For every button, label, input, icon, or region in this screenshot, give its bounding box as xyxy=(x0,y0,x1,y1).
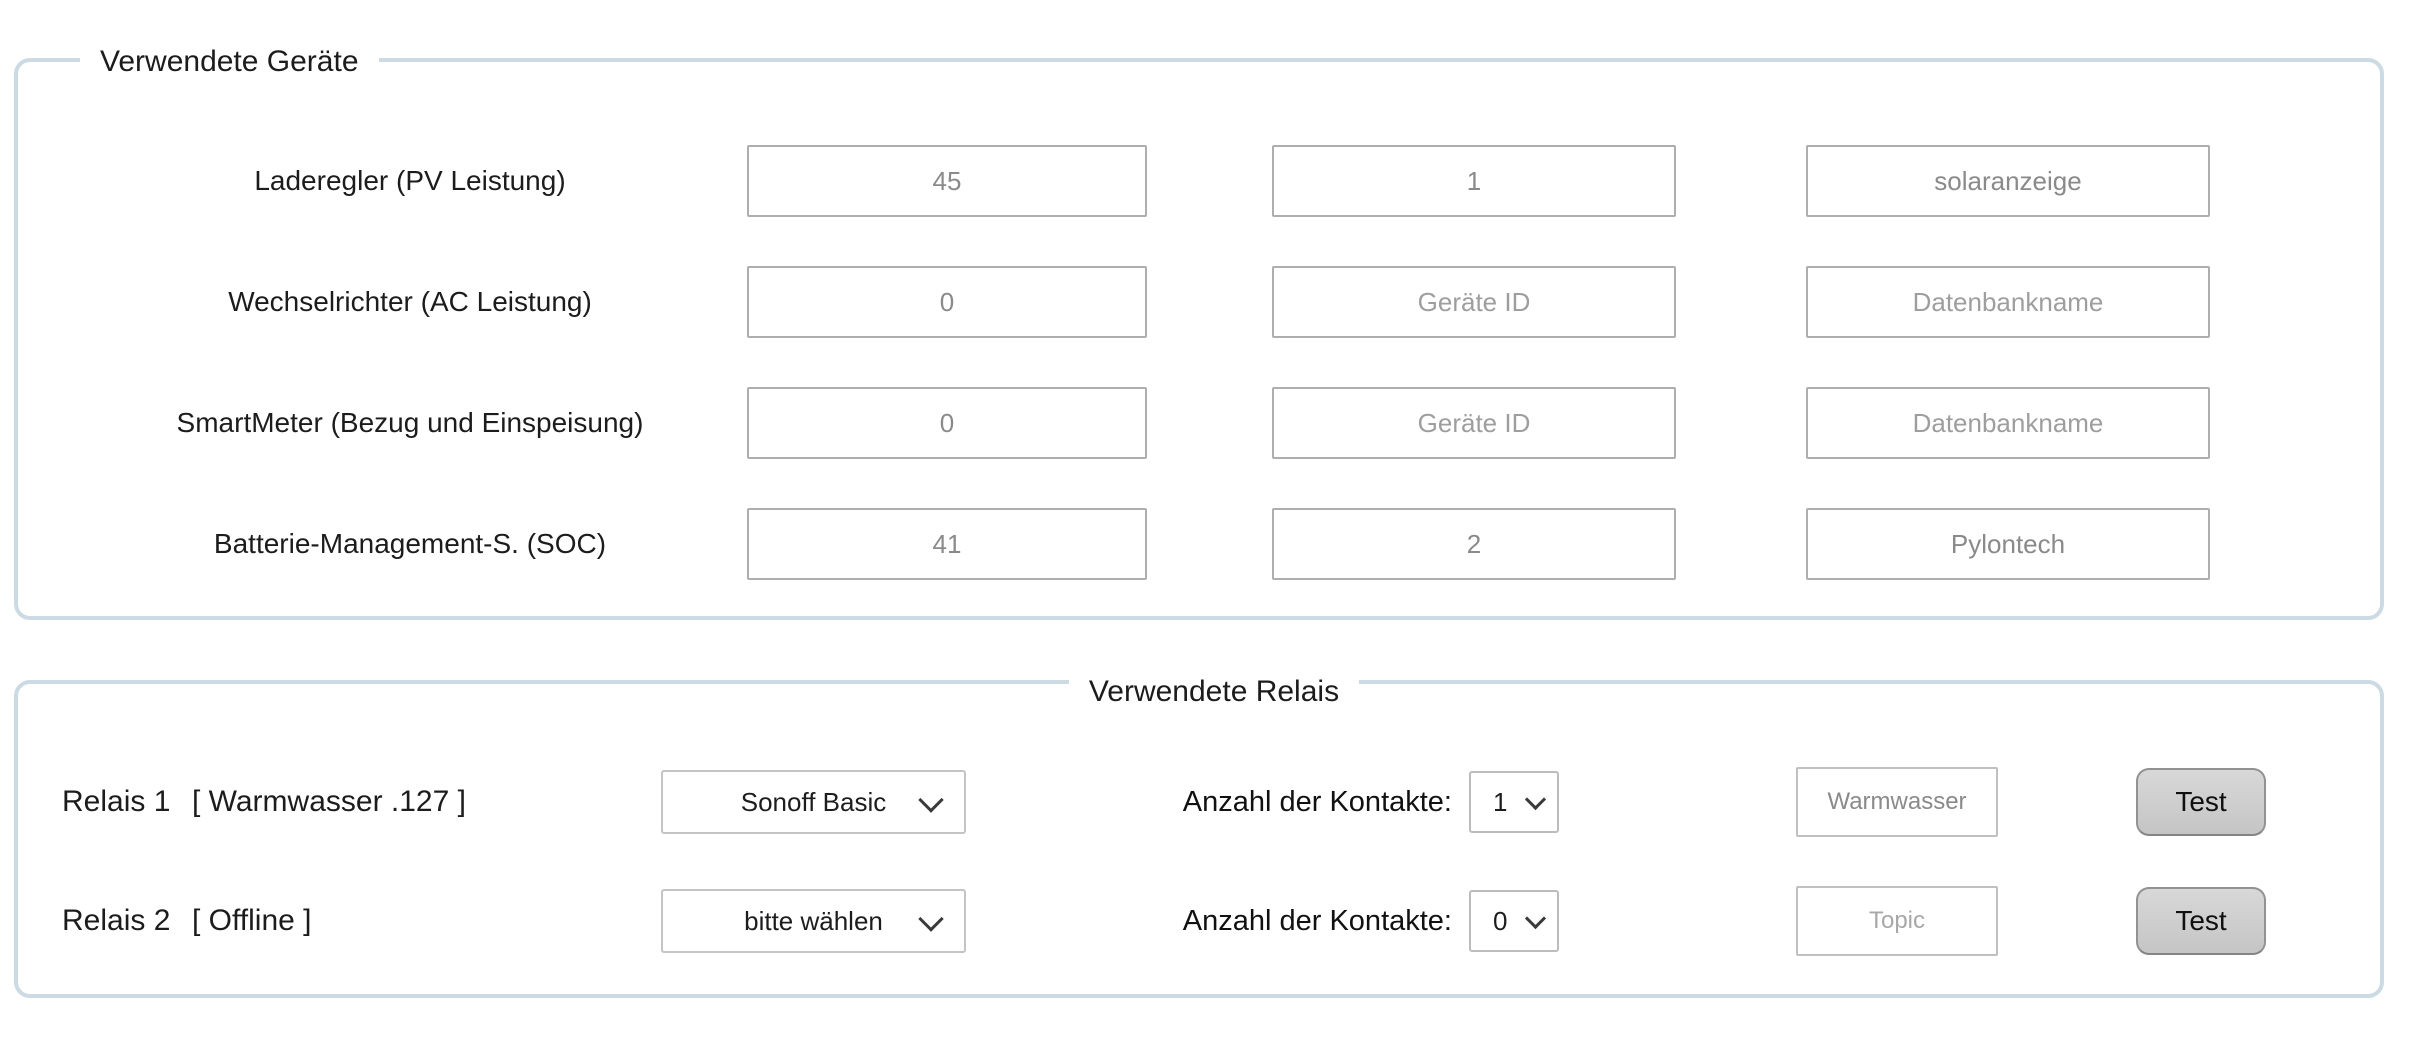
device-row-label-batterie: Batterie-Management-S. (SOC) xyxy=(213,528,607,559)
device-row-label-smartmeter: SmartMeter (Bezug und Einspeisung) xyxy=(176,407,644,438)
relay-status-label: [ Offline ] xyxy=(192,904,312,937)
relays-section-legend: Verwendete Relais xyxy=(1069,674,1359,710)
contacts-count-label: Anzahl der Kontakte: xyxy=(1182,905,1452,937)
relay-name-label: Relais 1 xyxy=(62,785,171,818)
topic-input[interactable] xyxy=(1796,886,1998,956)
relay-type-select[interactable] xyxy=(661,889,966,953)
device-number-input[interactable] xyxy=(747,266,1147,338)
devices-section-legend: Verwendete Geräte xyxy=(80,44,379,80)
device-id-input[interactable] xyxy=(1272,387,1676,459)
contacts-count-select[interactable] xyxy=(1469,890,1559,952)
topic-input[interactable] xyxy=(1796,767,1998,837)
test-button[interactable]: Test xyxy=(2136,887,2266,955)
database-name-input[interactable] xyxy=(1806,145,2210,217)
device-id-input[interactable] xyxy=(1272,508,1676,580)
relay-type-select-value: bitte wählen xyxy=(744,906,883,936)
contacts-count-select-value: 0 xyxy=(1493,906,1508,936)
database-name-input[interactable] xyxy=(1806,387,2210,459)
device-number-input[interactable] xyxy=(747,145,1147,217)
test-button[interactable]: Test xyxy=(2136,768,2266,836)
device-number-input[interactable] xyxy=(747,387,1147,459)
relay-status-label: [ Warmwasser .127 ] xyxy=(192,785,466,818)
relay-type-select[interactable] xyxy=(661,770,966,834)
relay-type-select-value: Sonoff Basic xyxy=(740,787,887,817)
contacts-count-label: Anzahl der Kontakte: xyxy=(1182,786,1452,818)
device-row-label-wechselrichter: Wechselrichter (AC Leistung) xyxy=(228,286,592,317)
contacts-count-select[interactable] xyxy=(1469,771,1559,833)
device-row-label-laderegler: Laderegler (PV Leistung) xyxy=(254,165,566,196)
database-name-input[interactable] xyxy=(1806,266,2210,338)
device-id-input[interactable] xyxy=(1272,266,1676,338)
device-number-input[interactable] xyxy=(747,508,1147,580)
device-id-input[interactable] xyxy=(1272,145,1676,217)
database-name-input[interactable] xyxy=(1806,508,2210,580)
relay-name-label: Relais 2 xyxy=(62,904,171,937)
contacts-count-select-value: 1 xyxy=(1493,787,1508,817)
